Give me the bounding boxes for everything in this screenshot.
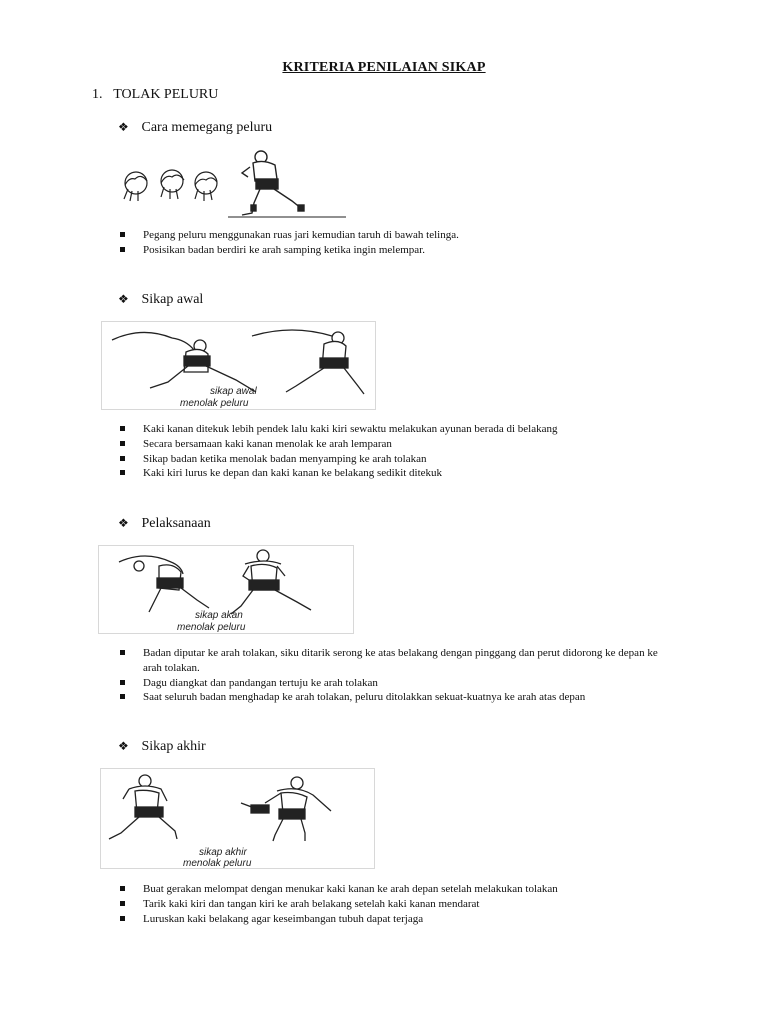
figure-caption-line: sikap awal — [210, 386, 257, 397]
list-item: Luruskan kaki belakang agar keseimbangan tubuh dapat terjaga — [118, 912, 678, 927]
diamond-bullet-icon: ❖ — [118, 120, 129, 134]
subsection-heading-cara-memegang — [118, 120, 272, 136]
subsection-heading-text: Sikap akhir — [141, 739, 206, 754]
document-title: KRITERIA PENILAIAN SIKAP — [282, 60, 486, 75]
subsection-heading-text: Cara memegang peluru — [141, 120, 273, 135]
subsection-heading-sikap-awal — [118, 292, 203, 308]
figure-sikap-akhir — [100, 768, 375, 869]
athlete-figure-icon — [231, 550, 311, 614]
figure-caption-line: sikap akan — [195, 610, 243, 621]
athlete-figure-icon — [109, 775, 177, 839]
hand-grip-icon — [124, 170, 217, 201]
section-label: TOLAK PELURU — [113, 87, 219, 102]
figure-pelaksanaan — [98, 545, 354, 634]
bullet-list-cara-memegang — [118, 228, 678, 258]
list-item: Pegang peluru menggunakan ruas jari kemudian taruh di bawah telinga. — [118, 228, 678, 243]
list-item: Kaki kiri lurus ke depan dan kaki kanan ke belakang sedikit ditekuk — [118, 466, 718, 481]
figure-caption-line: menolak peluru — [180, 398, 249, 409]
list-item: Sikap badan ketika menolak badan menyamping ke arah tolakan — [118, 452, 718, 467]
bullet-list-pelaksanaan — [118, 646, 658, 705]
list-item: Saat seluruh badan menghadap ke arah tolakan, peluru ditolakkan sekuat-kuatnya ke arah atas depan — [118, 690, 658, 705]
diamond-bullet-icon: ❖ — [118, 516, 129, 530]
list-item: Secara bersamaan kaki kanan menolak ke arah lemparan — [118, 437, 718, 452]
list-item: Badan diputar ke arah tolakan, siku ditarik serong ke atas belakang dengan pinggang dan perut didorong ke depan ke arah tolakan. — [118, 646, 658, 676]
subsection-heading-text: Pelaksanaan — [141, 516, 211, 531]
figure-caption-line: menolak peluru — [183, 858, 252, 869]
list-item: Posisikan badan berdiri ke arah samping ketika ingin melempar. — [118, 243, 678, 258]
list-item: Kaki kanan ditekuk lebih pendek lalu kaki kiri sewaktu melakukan ayunan berada di belakang — [118, 422, 718, 437]
subsection-heading-text: Sikap awal — [141, 292, 204, 307]
diamond-bullet-icon: ❖ — [118, 292, 129, 306]
athlete-figure-icon — [228, 151, 346, 217]
section-number: 1. — [92, 87, 103, 102]
figure-grip-illustration — [118, 147, 348, 219]
list-item: Tarik kaki kiri dan tangan kiri ke arah belakang setelah kaki kanan mendarat — [118, 897, 678, 912]
athlete-figure-icon — [112, 332, 256, 392]
list-item: Dagu diangkat dan pandangan tertuju ke arah tolakan — [118, 676, 658, 691]
figure-caption-line: sikap akhir — [199, 847, 247, 858]
subsection-heading-pelaksanaan — [118, 516, 211, 532]
athlete-figure-icon — [252, 330, 364, 394]
athlete-figure-icon — [119, 556, 209, 612]
section-heading — [92, 87, 218, 103]
bullet-list-sikap-akhir — [118, 882, 678, 926]
subsection-heading-sikap-akhir — [118, 739, 206, 755]
athlete-figure-icon — [241, 777, 331, 841]
list-item: Buat gerakan melompat dengan menukar kaki kanan ke arah depan setelah melakukan tolakan — [118, 882, 678, 897]
diamond-bullet-icon: ❖ — [118, 739, 129, 753]
figure-caption-line: menolak peluru — [177, 622, 246, 633]
bullet-list-sikap-awal — [118, 422, 718, 481]
figure-sikap-awal — [101, 321, 376, 410]
